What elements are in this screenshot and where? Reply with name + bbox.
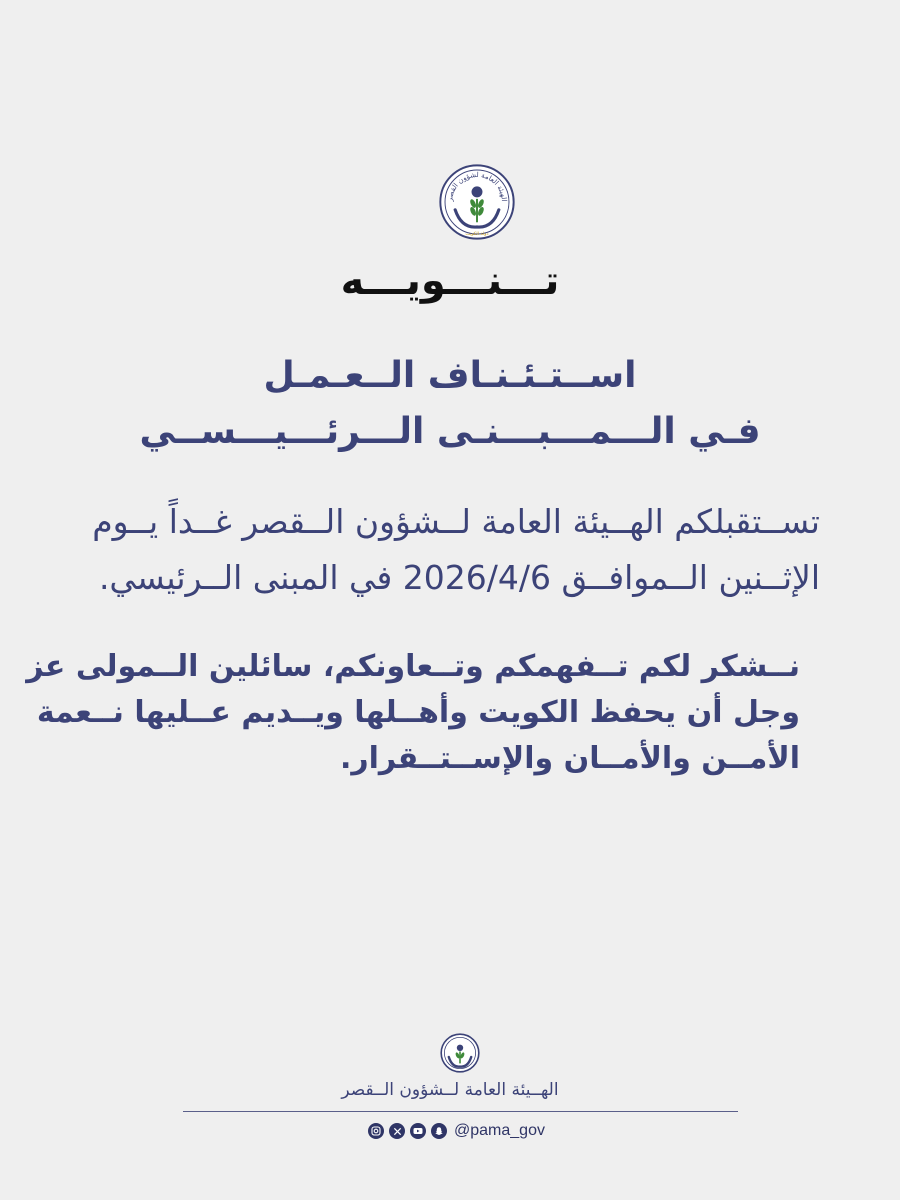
headline-line-2: فـي الـــمـــبـــنـى الـــرئـــيـــســي: [139, 411, 761, 452]
instagram-icon[interactable]: [368, 1123, 384, 1139]
svg-text:دولة الكويت: دولة الكويت: [465, 231, 489, 237]
footer-org-name: الهــيئة العامة لــشؤون الــقصر: [341, 1080, 559, 1100]
headline: [0, 348, 900, 460]
snapchat-icon[interactable]: [431, 1123, 447, 1139]
pama-logo: [438, 163, 516, 241]
thanks-line-1: نــشكر لكم تــفهمكم وتــعاونكم، سائلين الــمولى عز: [26, 649, 800, 684]
headline-line-1: اســتـئـنـاف الــعـمـل: [263, 355, 637, 396]
x-icon[interactable]: [389, 1123, 405, 1139]
notice-title: تـــنـــويـــه: [340, 258, 560, 304]
footer-divider: [183, 1111, 738, 1112]
thanks-line-3: الأمــن والأمــان والإســتــقرار.: [339, 741, 800, 776]
youtube-icon[interactable]: [410, 1123, 426, 1139]
svg-text:الهيئة العامة لشؤون القصر: الهيئة العامة لشؤون القصر: [445, 169, 509, 202]
pama-logo-small: [440, 1033, 480, 1073]
social-links: [368, 1120, 545, 1142]
body-line-1: تســتقبلكم الهــيئة العامة لــشؤون الــقصر غــداً يــوم: [92, 502, 820, 541]
thanks-line-2: وجل أن يحفظ الكويت وأهــلها ويــديم عــليها نــعمة: [36, 695, 800, 730]
body-line-2: الإثــنين الــموافــق 2026/4/6 في المبنى الــرئيسي.: [98, 558, 820, 597]
announcement-body: [80, 494, 820, 606]
thanks-paragraph: [26, 644, 800, 782]
social-handle[interactable]: @pama_gov: [454, 1122, 545, 1139]
